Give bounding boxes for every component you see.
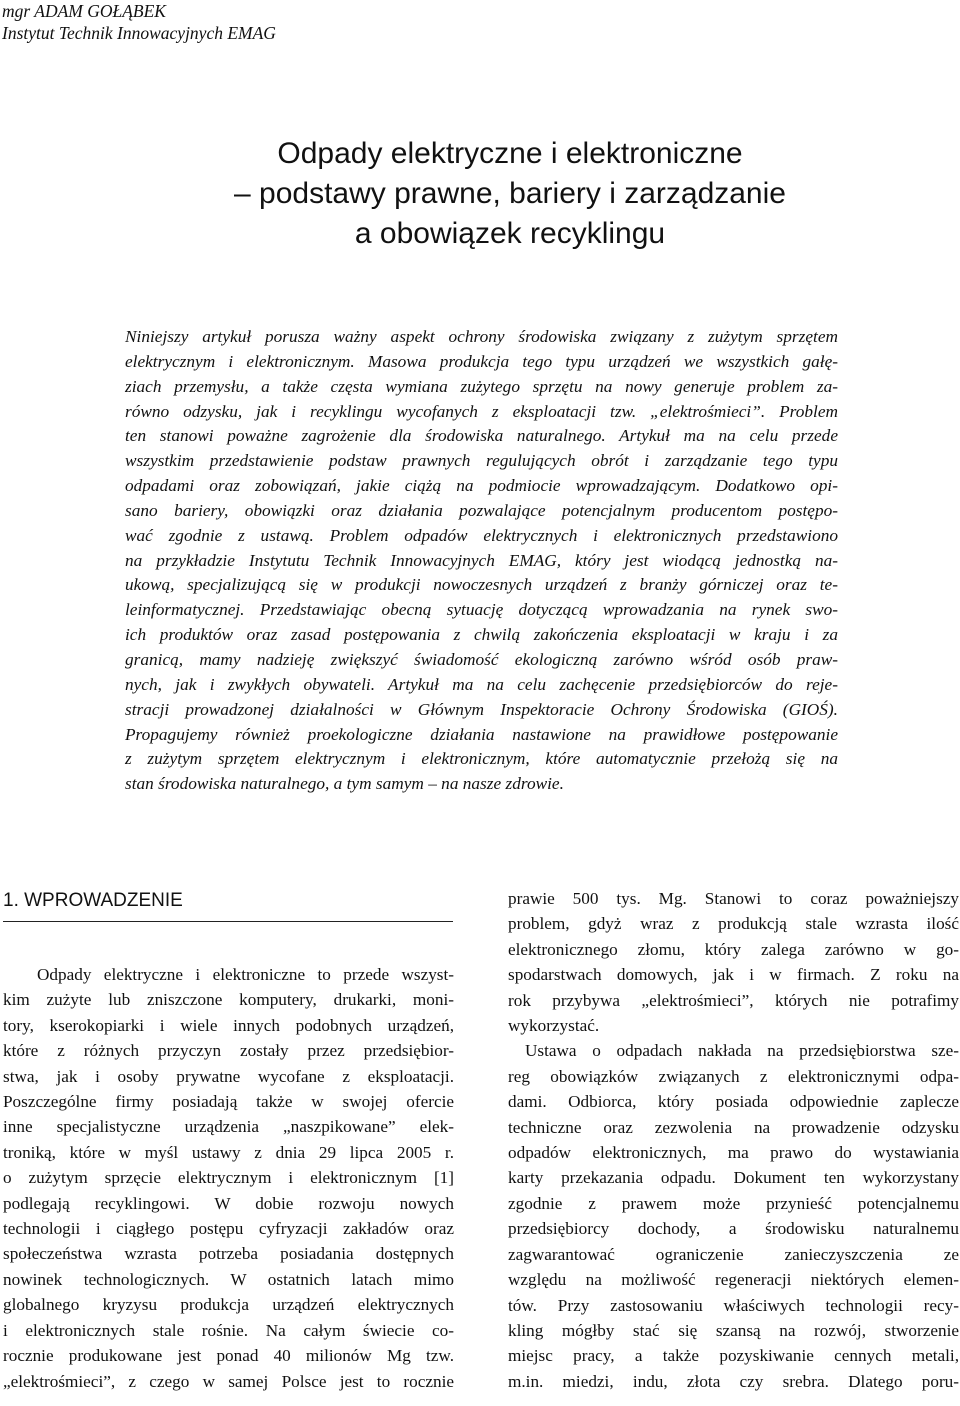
title-line: a obowiązek recyklingu bbox=[354, 217, 666, 250]
paragraph-line: spodarstwach domowych, jak i w firmach. Z roku na bbox=[508, 965, 959, 985]
paragraph-line: inne specjalistyczne urządzenia „naszpikowane” elek- bbox=[3, 1117, 454, 1137]
paragraph-line: rocznie produkowane jest ponad 40 milionów Mg tzw. bbox=[3, 1346, 454, 1366]
paragraph-line: odpadów elektronicznych, ma prawo do wystawiania bbox=[508, 1143, 959, 1163]
abstract-line: granicą, mamy nadzieję zwiększyć świadomość ekologiczną zarówno wśród osób praw- bbox=[125, 649, 838, 669]
paragraph-line: stwa, jak i osoby prywatne wycofane z eksploatacji. bbox=[3, 1066, 454, 1086]
paragraph-line: Poszczególne firmy posiadają także w swojej ofercie bbox=[3, 1092, 454, 1112]
left-column bbox=[3, 962, 454, 1394]
paragraph-line: kim zużyte lub zniszczone komputery, drukarki, moni- bbox=[3, 990, 454, 1010]
abstract-line: Niniejszy artykuł porusza ważny aspekt ochrony środowiska związany z zużytym sprzętem bbox=[125, 327, 838, 346]
abstract-line: nych, jak i zwykłych obywateli. Artykuł ma na celu zachęcenie przedsiębiorców do reje- bbox=[125, 674, 838, 694]
abstract-line: ich produktów oraz zasad postępowania z chwilą zakończenia eksploatacji w kraju i za bbox=[125, 625, 838, 645]
abstract-line: ziach przemysłu, a także częsta wymiana zużytego sprzętu na nowy generuje problem za- bbox=[125, 376, 838, 396]
paragraph-line: m.in. miedzi, indu, złota czy srebra. Dlatego poru- bbox=[508, 1371, 959, 1391]
author-affiliation: Instytut Technik Innowacyjnych EMAG bbox=[2, 23, 276, 43]
paragraph-line: miejsc pracy, a także pozyskiwanie cennych metali, bbox=[508, 1346, 959, 1366]
paragraph-line: troniką, które w myśl ustawy z dnia 29 lipca 2005 r. bbox=[3, 1142, 454, 1162]
paragraph-line: zagwarantować ograniczenie zanieczyszczenia ze bbox=[508, 1244, 959, 1264]
paragraph-line: Ustawa o odpadach nakłada na przedsiębiorstwa sze- bbox=[525, 1041, 959, 1061]
abstract-line: wać zgodnie z ustawą. Problem odpadów elektrycznych i elektronicznych przedstawiono bbox=[125, 525, 838, 545]
paragraph-line: prawie 500 tys. Mg. Stanowi to coraz poważniejszy bbox=[508, 889, 959, 908]
paragraph-line: dami. Odbiorca, który posiada odpowiednie zaplecze bbox=[508, 1092, 959, 1112]
abstract-line: leinformatycznej. Przedstawiając obecną sytuację dotyczącą wprowadzania na rynek swo- bbox=[125, 600, 838, 620]
abstract-line: równo odzysku, jak i recyklingu wycofanych z eksploatacji tzw. „elektrośmieci”. Problem bbox=[125, 401, 838, 421]
abstract-line: ten stanowi poważne zagrożenie dla środowiska naturalnego. Artykuł ma na celu przede bbox=[125, 426, 838, 446]
abstract-line: Propagujemy również proekologiczne działania nastawione na prawidłowe postępowanie bbox=[125, 724, 838, 744]
paragraph-line: tów. Przy zastosowaniu właściwych technologii recy- bbox=[508, 1295, 959, 1315]
paragraph-line: rok przybywa „elektrośmieci”, których nie potrafimy bbox=[508, 990, 959, 1010]
paragraph-line: i elektronicznych stale rośnie. Na całym świecie co- bbox=[3, 1320, 454, 1340]
paragraph-line: technologii i ciągłego postępu cyfryzacji zakładów oraz bbox=[3, 1219, 454, 1239]
abstract-line: z zużytym sprzętem elektrycznym i elektronicznym, które automatycznie przełożą się na bbox=[125, 749, 838, 769]
abstract-line: elektrycznym i elektronicznym. Masowa produkcja tego typu urządzeń we wszystkich gałę- bbox=[125, 351, 838, 371]
abstract-line: na przykładzie Instytutu Technik Innowacyjnych EMAG, który jest wiodącą jednostką na- bbox=[125, 550, 838, 570]
paragraph-line: reg obowiązków związanych z elektronicznymi odpa- bbox=[508, 1066, 959, 1086]
paragraph-line: karty przekazania odpadu. Dokument ten wykorzystany bbox=[508, 1168, 959, 1188]
paragraph-line: problem, gdyż wraz z produkcją stale wzrasta ilość bbox=[508, 914, 959, 934]
paragraph-line: nowinek technologicznych. W ostatnich latach mimo bbox=[3, 1269, 454, 1289]
abstract-line: wszystkim przedstawienie podstaw prawnych regulujących obrót i zarządzanie tego typu bbox=[125, 451, 838, 471]
heading-underline bbox=[3, 921, 453, 922]
author-name: mgr ADAM GOŁĄBEK bbox=[2, 1, 166, 21]
paragraph-line: które z różnych przyczyn zostały przez przedsiębior- bbox=[3, 1041, 454, 1061]
title-line: – podstawy prawne, bariery i zarządzanie bbox=[234, 177, 786, 210]
paragraph-line: wykorzystać. bbox=[508, 1016, 600, 1036]
paragraph-line: elektronicznego złomu, który zalega zarówno w go- bbox=[508, 939, 959, 959]
abstract-line: odpadami oraz zobowiązań, jakie ciążą na podmiocie wprowadzającym. Dodatkowo opi- bbox=[125, 476, 838, 496]
paragraph-line: względu na możliwość regeneracji niektórych elemen- bbox=[508, 1270, 959, 1290]
abstract-line: sano bariery, obowiązki oraz działania pozwalające potencjalnym producentom postępo- bbox=[125, 500, 838, 520]
article-title bbox=[150, 134, 870, 254]
paragraph-line: Odpady elektryczne i elektroniczne to przede wszyst- bbox=[37, 965, 454, 984]
paragraph-line: kling mógłby stać się szansą na rozwój, stworzenie bbox=[508, 1320, 959, 1340]
abstract-line: ukową, specjalizującą się w produkcji nowoczesnych urządzeń z branży górniczej oraz te- bbox=[125, 575, 838, 595]
paragraph-line: techniczne oraz zezwolenia na prowadzenie odzysku bbox=[508, 1117, 959, 1137]
title-line: Odpady elektryczne i elektroniczne bbox=[277, 137, 743, 170]
paragraph-line: globalnego kryzysu produkcja urządzeń elektrycznych bbox=[3, 1295, 454, 1315]
paragraph-line: podlegają recyklingowi. W dobie rozwoju nowych bbox=[3, 1193, 454, 1213]
paragraph-line: tory, kserokopiarki i wiele innych podobnych urządzeń, bbox=[3, 1015, 454, 1035]
abstract bbox=[125, 325, 838, 797]
paragraph-line: społeczeństwa wzrasta potrzeba posiadania dostępnych bbox=[3, 1244, 454, 1264]
abstract-line: stracji prowadzonej działalności w Głównym Inspektoracie Ochrony Środowiska (GIOŚ). bbox=[125, 699, 838, 719]
section-heading: 1. WPROWADZENIE bbox=[3, 890, 183, 911]
author-block bbox=[2, 0, 276, 44]
paragraph-line: „elektrośmieci”, z czego w samej Polsce jest to rocznie bbox=[3, 1371, 454, 1391]
paragraph-line: o zużytym sprzęcie elektrycznym i elektronicznym [1] bbox=[3, 1168, 454, 1188]
paragraph-line: zgodnie z prawem może przynieść potencjalnemu bbox=[508, 1193, 959, 1213]
abstract-line: stan środowiska naturalnego, a tym samym – na nasze zdrowie. bbox=[125, 774, 564, 794]
paragraph-line: przedsiębiorcy dochody, a środowisku naturalnemu bbox=[508, 1219, 959, 1239]
right-column bbox=[508, 886, 959, 1394]
